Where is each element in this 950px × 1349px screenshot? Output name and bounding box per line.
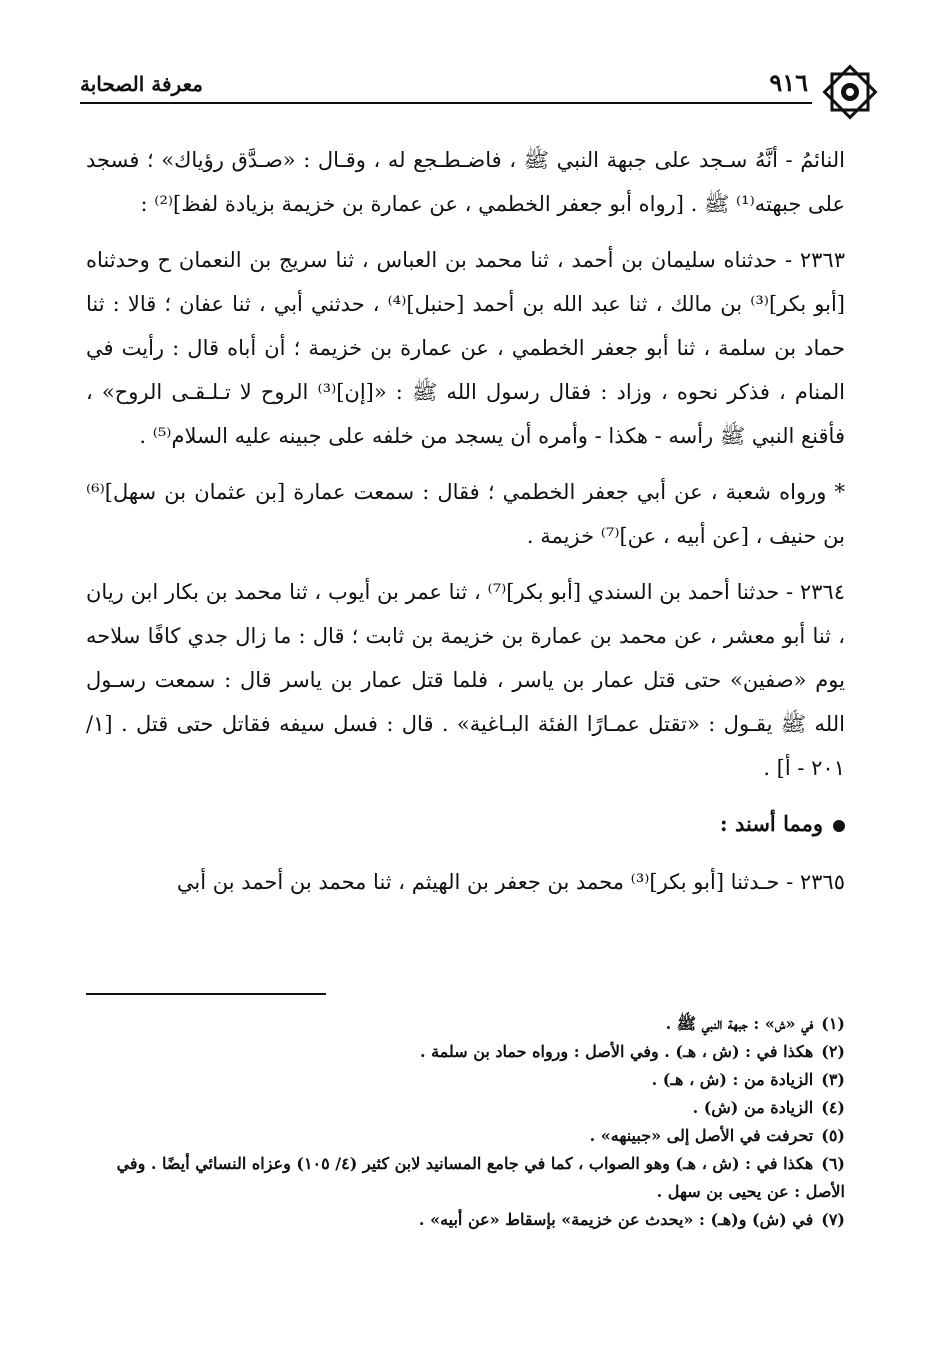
footnote-text: الزيادة من : (ش ، هـ) . (651, 1070, 814, 1089)
footnote-6 (86, 1150, 845, 1206)
ornament-star-icon (820, 62, 880, 122)
footnote-text: في «ش» : جبهة النبي ﷺ . (665, 1014, 814, 1033)
bullet-icon (833, 820, 845, 832)
footnote-number: (٥) (821, 1126, 845, 1145)
footnote-text: في (ش) و(هـ) : «يحدث عن خزيمة» بإسقاط «عن أبيه» . (418, 1210, 814, 1229)
hadith-2364: ٢٣٦٤ - حدثنا أحمد بن السندي [أبو بكر]⁽⁷⁾ ، ثنا عمر بن أيوب ، ثنا محمد بن بكار ابن ريان ، ثنا أبو معشر ، عن محمد بن عمارة بن خزيمة بن ثابت ؛ قال : ما زال جدي كافًا سلاحه يوم «صفين» حتى قتل عمار بن ياسر ، فلما قتل عمار بن ياسر قال : سمعت رسـول الله ﷺ يقـول : «تقتل عمـارًا الفئة البـاغية» . قال : فسل سيفه فقاتل حتى قتل . [١/ ٢٠١ - أ] . (86, 580, 845, 780)
footnote-text: هكذا في : (ش ، هـ) وهو الصواب ، كما في جامع المسانيد لابن كثير (٤/ ١٠٥) وعزاه النسائي أيضًا . وفي الأصل : عن يحيى بن سهل . (116, 1154, 845, 1201)
footnote-5 (86, 1122, 845, 1150)
page-number: ٩١٦ (769, 68, 808, 97)
page-header (80, 62, 870, 114)
paragraph-shuba: * ورواه شعبة ، عن أبي جعفر الخطمي ؛ فقال : سمعت عمارة [بن عثمان بن سهل]⁽⁶⁾ بن حنيف ، [عن أبيه ، عن]⁽⁷⁾ خزيمة . (86, 480, 845, 548)
header-rule (80, 102, 812, 104)
footnote-number: (١) (821, 1014, 845, 1033)
footnote-7 (86, 1206, 845, 1234)
main-text (86, 138, 845, 916)
paragraph-1: النائمُ - أنَّهُ سـجد على جبهة النبي ﷺ ، فاضـطـجع له ، وقـال : «صـدَّق رؤياك» ؛ فسجد على جبهته⁽¹⁾ ﷺ . [رواه أبو جعفر الخطمي ، عن عمارة بن خزيمة بزيادة لفظ]⁽²⁾ : (86, 148, 845, 216)
footnote-3 (86, 1066, 845, 1094)
footnote-rule (86, 993, 326, 995)
footnote-1 (86, 1010, 845, 1038)
footnote-number: (٤) (821, 1098, 845, 1117)
footnote-text: الزيادة من (ش) . (692, 1098, 814, 1117)
footnote-number: (٣) (821, 1070, 845, 1089)
footnote-number: (٦) (821, 1154, 845, 1173)
footnote-4 (86, 1094, 845, 1122)
hadith-2365: ٢٣٦٥ - حـدثنا [أبو بكر]⁽³⁾ محمد بن جعفر بن الهيثم ، ثنا محمد بن أحمد بن أبي (176, 870, 845, 894)
footnote-number: (٢) (821, 1042, 845, 1061)
section-heading (86, 802, 845, 846)
running-title: معرفة الصحابة (80, 72, 203, 96)
section-heading-label: ومما أسند : (719, 811, 823, 836)
footnote-2 (86, 1038, 845, 1066)
footnote-number: (٧) (821, 1210, 845, 1229)
footnotes (86, 1010, 845, 1234)
footnote-text: هكذا في : (ش ، هـ) . وفي الأصل : ورواه حماد بن سلمة . (419, 1042, 814, 1061)
hadith-2363: ٢٣٦٣ - حدثناه سليمان بن أحمد ، ثنا محمد بن العباس ، ثنا سريج بن النعمان ح وحدثناه [أبو بكر]⁽³⁾ بن مالك ، ثنا عبد الله بن أحمد [حنبل]⁽⁴⁾ ، حدثني أبي ، ثنا عفان ؛ قالا : ثنا حماد بن سلمة ، ثنا أبو جعفر الخطمي ، عن عمارة بن خزيمة ؛ أن أباه قال : رأيت في المنام ، فذكر نحوه ، وزاد : فقال رسول الله ﷺ : «[إن]⁽³⁾ الروح لا تـلـقـى الروح» ، فأقنع النبي ﷺ رأسه - هكذا - وأمره أن يسجد من خلفه على جبينه عليه السلام⁽⁵⁾ . (86, 248, 845, 448)
footnote-text: تحرفت في الأصل إلى «جبينهه» . (589, 1126, 814, 1145)
